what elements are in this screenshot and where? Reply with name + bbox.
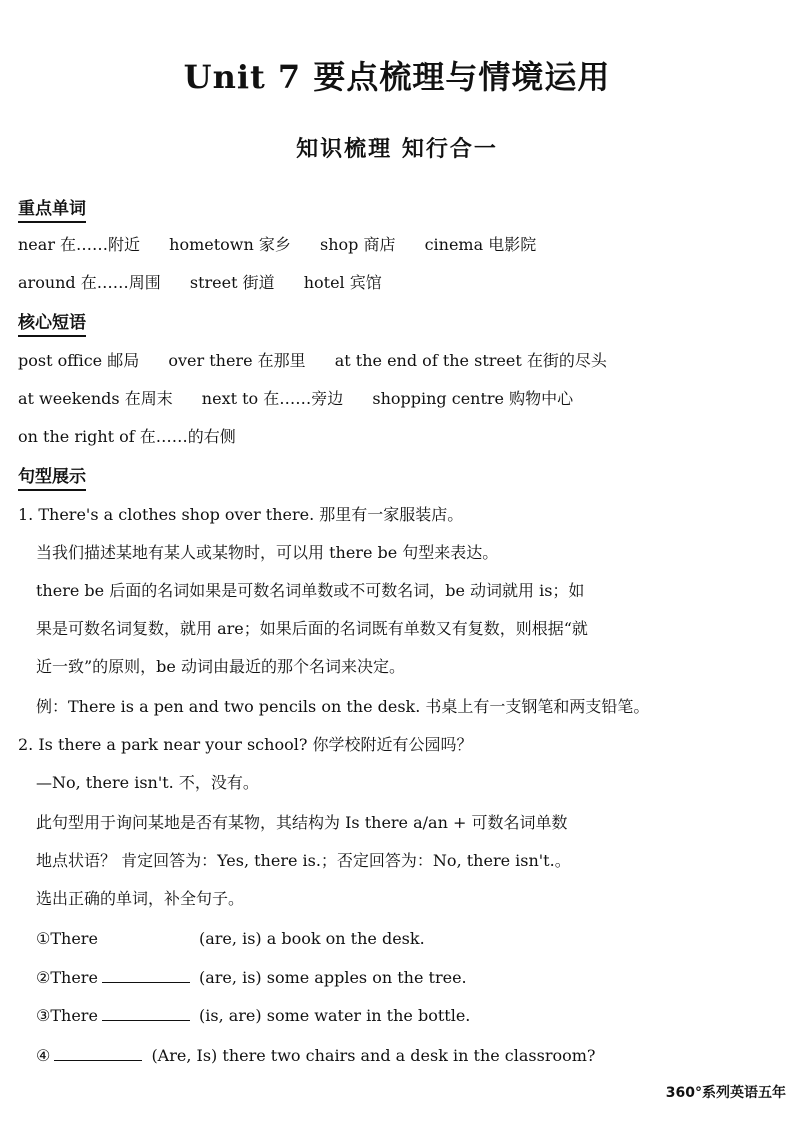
word-item: shop 商店 (319, 235, 396, 254)
sentence-1-explain-2: there be 后面的名词如果是可数名词单数或不可数名词，be 动词就用 is；如 (36, 581, 585, 600)
exercise-prefix: ④ (36, 1046, 51, 1065)
sentence-1-explain-4: 近一致”的原则，be 动词由最近的那个名词来决定。 (36, 657, 405, 676)
word-item: around 在……周围 (18, 273, 161, 292)
sentence-2-answer: —No, there isn't. 不，没有。 (36, 773, 259, 792)
phrase-item: post office 邮局 (18, 351, 140, 370)
phrase-item: over there 在那里 (168, 351, 306, 370)
exercise-text: (is, are) some water in the bottle. (199, 1006, 471, 1025)
words-line-1 (18, 234, 536, 256)
sentence-1-explain-1: 当我们描述某地有某人或某物时，可以用 there be 句型来表达。 (36, 543, 499, 562)
word-item: hometown 家乡 (169, 235, 291, 254)
section-title-phrases: 核心短语 (18, 312, 86, 337)
sentence-2: 2. Is there a park near your school? 你学校附近有公园吗？ (18, 735, 473, 754)
phrase-item: at the end of the street 在街的尽头 (334, 351, 607, 370)
word-item: cinema 电影院 (424, 235, 537, 254)
word-item: near 在……附近 (18, 235, 141, 254)
section-title-sentences: 句型展示 (18, 466, 86, 491)
answer-blank[interactable] (54, 1044, 142, 1061)
answer-blank[interactable] (102, 1004, 190, 1021)
page-subtitle: 知识梳理 知行合一 (296, 137, 498, 162)
exercise-item-3 (36, 1004, 470, 1027)
phrase-item: next to 在……旁边 (201, 389, 344, 408)
exercise-text: (are, is) a book on the desk. (199, 929, 425, 948)
phrases-line-2 (18, 388, 573, 410)
exercise-item-1 (36, 928, 425, 950)
answer-blank[interactable] (102, 928, 190, 944)
phrases-line-1 (18, 350, 607, 372)
sentence-1: 1. There's a clothes shop over there. 那里有一家服装店。 (18, 505, 464, 524)
exercise-instruction: 选出正确的单词，补全句子。 (36, 889, 245, 908)
phrases-line-3 (18, 426, 236, 448)
footer-series-label: 360°系列英语五年 (665, 1085, 786, 1101)
exercise-item-2 (36, 966, 467, 989)
exercise-text: (Are, Is) there two chairs and a desk in the classroom? (151, 1046, 596, 1065)
phrase-item: at weekends 在周末 (18, 389, 173, 408)
word-item: hotel 宾馆 (303, 273, 382, 292)
sentence-1-example: 例：There is a pen and two pencils on the desk. 书桌上有一支钢笔和两支铅笔。 (36, 697, 650, 716)
section-title-words: 重点单词 (18, 198, 86, 223)
word-item: street 街道 (189, 273, 275, 292)
phrase-item: shopping centre 购物中心 (372, 389, 574, 408)
exercise-text: (are, is) some apples on the tree. (199, 968, 467, 987)
sentence-1-explain-3: 果是可数名词复数，就用 are；如果后面的名词既有单数又有复数，则根据“就 (36, 619, 588, 638)
answer-blank[interactable] (102, 966, 190, 983)
words-line-2 (18, 272, 382, 294)
exercise-prefix: ①There (36, 929, 98, 948)
phrase-item: on the right of 在……的右侧 (18, 427, 236, 446)
sentence-2-explain-1: 此句型用于询问某地是否有某物，其结构为 Is there a/an + 可数名词单数 (36, 813, 568, 832)
sentence-2-explain-2: 地点状语？ 肯定回答为：Yes, there is.；否定回答为：No, there isn't.。 (36, 851, 571, 870)
exercise-item-4 (36, 1044, 596, 1067)
exercise-prefix: ②There (36, 968, 98, 987)
page-title: Unit 7 要点梳理与情境运用 (183, 58, 611, 96)
exercise-prefix: ③There (36, 1006, 98, 1025)
